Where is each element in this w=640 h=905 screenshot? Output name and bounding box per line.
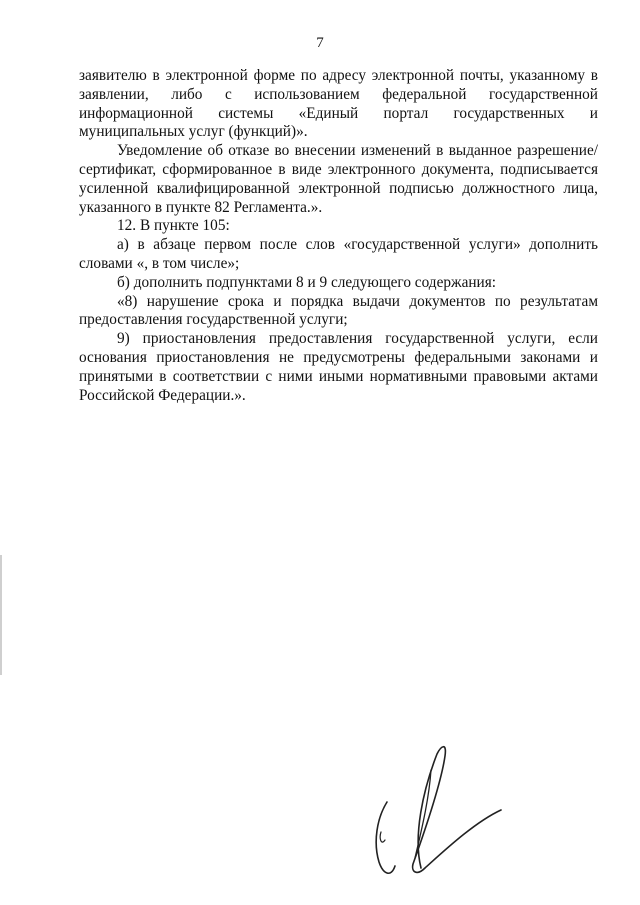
paragraph-notification: Уведомление об отказе во внесении изменений в выданное разрешение/сертификат, сформированное в виде электронного документа, подписывается усиленной квалифицированной электронной подписью должностного лица, указанного в пункте 82 Регламента.».	[79, 142, 598, 216]
handwritten-signature	[365, 740, 505, 885]
document-body	[79, 67, 598, 405]
paragraph-subitem-9: 9) приостановления предоставления государственной услуги, если основания приостановления не предусмотрены федеральными законами и принятыми в соответствии с ними иными нормативными правовыми актами Российской Федерации.».	[79, 330, 598, 404]
page-number: 7	[316, 35, 324, 51]
paragraph-subitem-8: «8) нарушение срока и порядка выдачи документов по результатам предоставления государственной услуги;	[79, 292, 598, 329]
paragraph-item-12: 12. В пункте 105:	[117, 217, 230, 235]
paragraph-subitem-b: б) дополнить подпунктами 8 и 9 следующего содержания:	[117, 273, 497, 291]
scan-edge-mark	[0, 555, 2, 675]
paragraph-continuation: заявителю в электронной форме по адресу электронной почты, указанному в заявлении, либо с использованием федеральной государственной информационной системы «Единый портал государственных и муниципальных услуг (функций)».	[79, 67, 598, 141]
paragraph-subitem-a: а) в абзаце первом после слов «государственной услуги» дополнить словами «, в том числе»;	[79, 236, 598, 272]
